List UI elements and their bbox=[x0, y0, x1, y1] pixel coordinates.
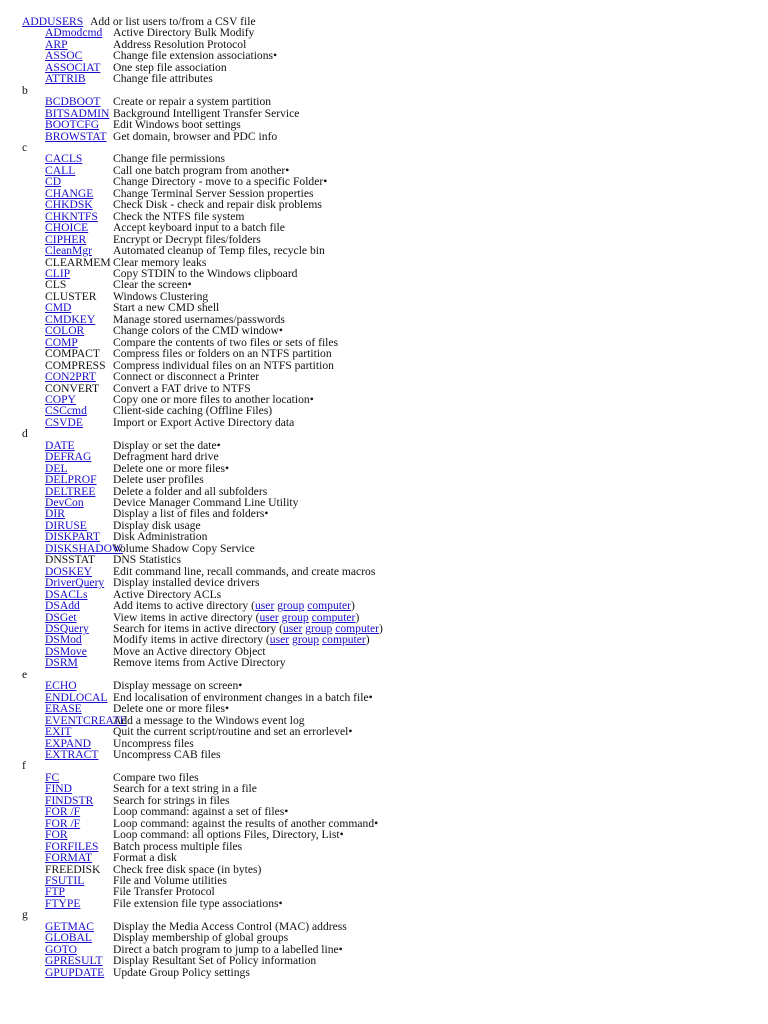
command-description: Display a list of files and folders• bbox=[113, 507, 269, 521]
object-link-user[interactable]: user bbox=[282, 622, 303, 636]
command-row bbox=[22, 955, 762, 966]
object-link-user[interactable]: user bbox=[254, 599, 275, 613]
command-description: Change file attributes bbox=[113, 72, 213, 86]
command-link-dsadd[interactable]: DSAdd bbox=[45, 599, 80, 613]
command-description: Compare the contents of two files or sets of files bbox=[113, 335, 339, 349]
command-link-cmdkey[interactable]: CMDKEY bbox=[45, 312, 96, 326]
command-link-for[interactable]: FOR bbox=[45, 828, 68, 842]
command-link-findstr[interactable]: FINDSTR bbox=[45, 793, 94, 807]
command-link-cmd[interactable]: CMD bbox=[45, 301, 72, 315]
command-row bbox=[22, 131, 762, 142]
command-description: Automated cleanup of Temp files, recycle bin bbox=[113, 244, 325, 258]
command-link-dsmove[interactable]: DSMove bbox=[45, 644, 87, 658]
command-link-dir[interactable]: DIR bbox=[45, 507, 65, 521]
command-description: One step file association bbox=[113, 60, 227, 74]
command-row bbox=[22, 806, 762, 817]
command-row bbox=[22, 371, 762, 382]
command-link-echo[interactable]: ECHO bbox=[45, 679, 77, 693]
command-description: Disk Administration bbox=[113, 530, 208, 544]
command-link-for-f[interactable]: FOR /F bbox=[45, 816, 81, 830]
command-link-ftype[interactable]: FTYPE bbox=[45, 896, 81, 910]
object-link-computer[interactable]: computer bbox=[311, 610, 356, 624]
command-row bbox=[22, 474, 762, 485]
command-row bbox=[22, 829, 762, 840]
command-description: Loop command: against a set of files• bbox=[113, 805, 289, 819]
command-link-format[interactable]: FORMAT bbox=[45, 851, 93, 865]
command-row bbox=[22, 348, 762, 359]
command-description: Get domain, browser and PDC info bbox=[113, 129, 278, 143]
command-row bbox=[22, 726, 762, 737]
object-link-computer[interactable]: computer bbox=[335, 622, 379, 636]
command-link-dsquery[interactable]: DSQuery bbox=[45, 622, 89, 636]
object-link-user[interactable]: user bbox=[259, 610, 279, 624]
section-letter: d bbox=[22, 427, 28, 441]
command-description: Check Disk - check and repair disk problems bbox=[113, 198, 322, 212]
command-row bbox=[22, 657, 762, 668]
command-row bbox=[22, 119, 762, 130]
command-description: DNS Statistics bbox=[113, 553, 181, 567]
command-description: Convert a FAT drive to NTFS bbox=[113, 381, 251, 395]
command-link-gpupdate[interactable]: GPUPDATE bbox=[45, 965, 105, 979]
command-row bbox=[22, 749, 762, 760]
command-description: Display message on screen• bbox=[113, 679, 243, 693]
command-row bbox=[22, 577, 762, 588]
object-link-group[interactable]: group bbox=[292, 633, 320, 647]
command-link-cd[interactable]: CD bbox=[45, 175, 62, 189]
command-description: Display installed device drivers bbox=[113, 576, 260, 590]
object-link-group[interactable]: group bbox=[305, 622, 333, 636]
command-link-exit[interactable]: EXIT bbox=[45, 725, 72, 739]
command-link-deltree[interactable]: DELTREE bbox=[45, 484, 96, 498]
command-link-dsmod[interactable]: DSMod bbox=[45, 633, 82, 647]
command-description: Compress individual files on an NTFS partition bbox=[113, 358, 334, 372]
command-link-fc[interactable]: FC bbox=[45, 770, 60, 784]
command-description: Batch process multiple files bbox=[113, 839, 243, 853]
command-description: Accept keyboard input to a batch file bbox=[113, 221, 285, 235]
command-description: Add a message to the Windows event log bbox=[113, 713, 305, 727]
command-description: View items in active directory (user group computer) bbox=[113, 610, 360, 624]
command-row bbox=[22, 245, 762, 256]
command-link-chkdsk[interactable]: CHKDSK bbox=[45, 198, 93, 212]
command-link-bootcfg[interactable]: BOOTCFG bbox=[45, 118, 100, 132]
command-link-expand[interactable]: EXPAND bbox=[45, 736, 91, 750]
command-link-goto[interactable]: GOTO bbox=[45, 942, 77, 956]
command-link-cacls[interactable]: CACLS bbox=[45, 152, 83, 166]
section-letter: b bbox=[22, 83, 28, 97]
command-description: Address Resolution Protocol bbox=[113, 37, 247, 51]
command-link-assoc[interactable]: ASSOC bbox=[45, 49, 83, 63]
command-link-csccmd[interactable]: CSCcmd bbox=[45, 404, 87, 418]
command-row bbox=[22, 703, 762, 714]
object-link-user[interactable]: user bbox=[269, 633, 290, 647]
command-description: Modify items in active directory (user group computer) bbox=[113, 633, 370, 647]
command-link-cipher[interactable]: CIPHER bbox=[45, 232, 87, 246]
object-link-group[interactable]: group bbox=[281, 610, 309, 624]
section-letter: e bbox=[22, 667, 28, 681]
command-description: Search for a text string in a file bbox=[113, 782, 257, 796]
command-description: Display disk usage bbox=[113, 518, 201, 532]
command-row bbox=[22, 96, 762, 107]
command-description: Connect or disconnect a Printer bbox=[113, 370, 260, 384]
command-description: Direct a batch program to jump to a labelled line• bbox=[113, 942, 343, 956]
command-description: Active Directory Bulk Modify bbox=[113, 26, 255, 40]
command-description: End localisation of environment changes in a batch file• bbox=[113, 690, 373, 704]
command-row bbox=[22, 451, 762, 462]
command-description: Display Resultant Set of Policy information bbox=[113, 954, 317, 968]
command-row bbox=[22, 222, 762, 233]
command-row bbox=[22, 325, 762, 336]
command-link-endlocal[interactable]: ENDLOCAL bbox=[45, 690, 108, 704]
command-link-bcdboot[interactable]: BCDBOOT bbox=[45, 95, 101, 109]
command-name-dnsstat: DNSSTAT bbox=[45, 553, 95, 567]
command-description: Call one batch program from another• bbox=[113, 163, 290, 177]
command-link-clip[interactable]: CLIP bbox=[45, 266, 71, 280]
command-name-compress: COMPRESS bbox=[45, 358, 106, 372]
section-letter: g bbox=[22, 908, 28, 922]
command-link-chkntfs[interactable]: CHKNTFS bbox=[45, 209, 98, 223]
command-description: Display membership of global groups bbox=[113, 931, 289, 945]
command-link-addusers[interactable]: ADDUSERS bbox=[22, 15, 84, 28]
command-link-change[interactable]: CHANGE bbox=[45, 186, 94, 200]
command-description: File Transfer Protocol bbox=[113, 885, 215, 899]
command-description: Edit command line, recall commands, and create macros bbox=[113, 564, 376, 578]
command-row bbox=[22, 898, 762, 909]
command-description: Quit the current script/routine and set an errorlevel• bbox=[113, 725, 353, 739]
command-name-cls: CLS bbox=[45, 278, 67, 292]
command-link-dsacls[interactable]: DSACLs bbox=[45, 587, 88, 601]
command-description: Copy one or more files to another location• bbox=[113, 392, 314, 406]
command-name-freedisk: FREEDISK bbox=[45, 862, 101, 876]
command-description: Display or set the date• bbox=[113, 438, 221, 452]
command-description: Move an Active directory Object bbox=[113, 644, 266, 658]
command-link-devcon[interactable]: DevCon bbox=[45, 496, 84, 510]
command-description: Check the NTFS file system bbox=[113, 209, 245, 223]
object-link-group[interactable]: group bbox=[277, 599, 305, 613]
command-name-clearmem: CLEARMEM bbox=[45, 255, 111, 269]
object-link-computer[interactable]: computer bbox=[307, 599, 351, 613]
command-description: Active Directory ACLs bbox=[113, 587, 222, 601]
command-link-diskshadow[interactable]: DISKSHADOW bbox=[45, 541, 123, 555]
command-link-driverquery[interactable]: DriverQuery bbox=[45, 576, 105, 590]
command-link-getmac[interactable]: GETMAC bbox=[45, 919, 94, 933]
command-description: Encrypt or Decrypt files/folders bbox=[113, 232, 261, 246]
command-description: Device Manager Command Line Utility bbox=[113, 496, 299, 510]
command-description: Clear memory leaks bbox=[113, 255, 207, 269]
command-link-cleanmgr[interactable]: CleanMgr bbox=[45, 244, 93, 258]
command-link-extract[interactable]: EXTRACT bbox=[45, 748, 99, 761]
command-link-dsrm[interactable]: DSRM bbox=[45, 656, 78, 670]
command-description: Change file extension associations• bbox=[113, 49, 278, 63]
command-row bbox=[22, 967, 762, 978]
command-row bbox=[22, 600, 762, 611]
command-link-global[interactable]: GLOBAL bbox=[45, 931, 93, 945]
command-description: Delete a folder and all subfolders bbox=[113, 484, 268, 498]
command-link-delprof[interactable]: DELPROF bbox=[45, 473, 97, 487]
command-description: Manage stored usernames/passwords bbox=[113, 312, 285, 326]
command-description: Uncompress files bbox=[113, 736, 194, 750]
command-description: Background Intelligent Transfer Service bbox=[113, 106, 300, 120]
command-description: Display the Media Access Control (MAC) address bbox=[113, 919, 347, 933]
command-link-diskpart[interactable]: DISKPART bbox=[45, 530, 100, 544]
command-link-ftp[interactable]: FTP bbox=[45, 885, 65, 899]
command-description: Client-side caching (Offline Files) bbox=[113, 404, 273, 418]
command-description: File extension file type associations• bbox=[113, 896, 283, 910]
command-description: Edit Windows boot settings bbox=[113, 118, 241, 132]
command-description: Remove items from Active Directory bbox=[113, 656, 286, 670]
command-description: Add items to active directory (user group computer) bbox=[113, 599, 355, 613]
command-link-erase[interactable]: ERASE bbox=[45, 702, 82, 716]
command-link-forfiles[interactable]: FORFILES bbox=[45, 839, 99, 853]
command-link-for-f[interactable]: FOR /F bbox=[45, 805, 81, 819]
command-name-convert: CONVERT bbox=[45, 381, 100, 395]
command-link-date[interactable]: DATE bbox=[45, 438, 75, 452]
object-link-computer[interactable]: computer bbox=[322, 633, 366, 647]
command-description: Loop command: all options Files, Directory, List• bbox=[113, 828, 344, 842]
command-link-fsutil[interactable]: FSUTIL bbox=[45, 873, 85, 887]
command-description: Search for strings in files bbox=[113, 793, 230, 807]
command-description: Windows Clustering bbox=[113, 289, 209, 303]
command-row bbox=[22, 417, 762, 428]
command-description: Add or list users to/from a CSV file bbox=[90, 15, 256, 28]
command-description: Search for items in active directory (user group computer) bbox=[113, 622, 383, 636]
command-row bbox=[22, 199, 762, 210]
command-link-associat[interactable]: ASSOCIAT bbox=[45, 60, 101, 74]
command-description: Delete user profiles bbox=[113, 473, 204, 487]
command-description: Create or repair a system partition bbox=[113, 95, 272, 109]
command-link-gpresult[interactable]: GPRESULT bbox=[45, 954, 103, 968]
command-link-choice[interactable]: CHOICE bbox=[45, 221, 89, 235]
command-description: Loop command: against the results of another command• bbox=[113, 816, 379, 830]
command-link-arp[interactable]: ARP bbox=[45, 37, 68, 51]
command-link-defrag[interactable]: DEFRAG bbox=[45, 450, 92, 464]
command-link-bitsadmin[interactable]: BITSADMIN bbox=[45, 106, 110, 120]
command-description: Compare two files bbox=[113, 770, 199, 784]
command-link-doskey[interactable]: DOSKEY bbox=[45, 564, 93, 578]
command-description: Check free disk space (in bytes) bbox=[113, 862, 262, 876]
command-link-csvde[interactable]: CSVDE bbox=[45, 415, 84, 429]
command-link-find[interactable]: FIND bbox=[45, 782, 73, 796]
section-letter: f bbox=[22, 759, 26, 773]
command-description: Uncompress CAB files bbox=[113, 748, 221, 761]
command-description: File and Volume utilities bbox=[113, 873, 227, 887]
command-row bbox=[22, 852, 762, 863]
command-description: Import or Export Active Directory data bbox=[113, 415, 295, 429]
command-description: Change colors of the CMD window• bbox=[113, 324, 283, 338]
command-row bbox=[22, 73, 762, 84]
command-link-call[interactable]: CALL bbox=[45, 163, 76, 177]
command-link-comp[interactable]: COMP bbox=[45, 335, 78, 349]
command-link-eventcreate[interactable]: EVENTCREATE bbox=[45, 713, 127, 727]
command-description: Format a disk bbox=[113, 851, 177, 865]
command-description: Change Directory - move to a specific Folder• bbox=[113, 175, 328, 189]
command-link-del[interactable]: DEL bbox=[45, 461, 68, 475]
command-link-browstat[interactable]: BROWSTAT bbox=[45, 129, 107, 143]
command-description: Volume Shadow Copy Service bbox=[113, 541, 255, 555]
command-description: Start a new CMD shell bbox=[113, 301, 220, 315]
command-description: Clear the screen• bbox=[113, 278, 192, 292]
command-link-copy[interactable]: COPY bbox=[45, 392, 76, 406]
command-link-con2prt[interactable]: CON2PRT bbox=[45, 370, 96, 384]
command-listing bbox=[22, 16, 762, 978]
command-description: Defragment hard drive bbox=[113, 450, 219, 464]
command-link-color[interactable]: COLOR bbox=[45, 324, 85, 338]
command-description: Change file permissions bbox=[113, 152, 226, 166]
command-description: Update Group Policy settings bbox=[113, 965, 250, 979]
command-description: Delete one or more files• bbox=[113, 461, 230, 475]
command-link-admodcmd[interactable]: ADmodcmd bbox=[45, 26, 103, 40]
command-name-cluster: CLUSTER bbox=[45, 289, 97, 303]
section-letter: c bbox=[22, 140, 28, 154]
command-description: Change Terminal Server Session properties bbox=[113, 186, 314, 200]
command-description: Copy STDIN to the Windows clipboard bbox=[113, 266, 298, 280]
command-name-compact: COMPACT bbox=[45, 347, 100, 361]
command-link-dsget[interactable]: DSGet bbox=[45, 610, 77, 624]
command-row bbox=[22, 932, 762, 943]
command-description: Delete one or more files• bbox=[113, 702, 230, 716]
command-link-attrib[interactable]: ATTRIB bbox=[45, 72, 86, 86]
command-description: Compress files or folders on an NTFS partition bbox=[113, 347, 332, 361]
command-link-diruse[interactable]: DIRUSE bbox=[45, 518, 87, 532]
